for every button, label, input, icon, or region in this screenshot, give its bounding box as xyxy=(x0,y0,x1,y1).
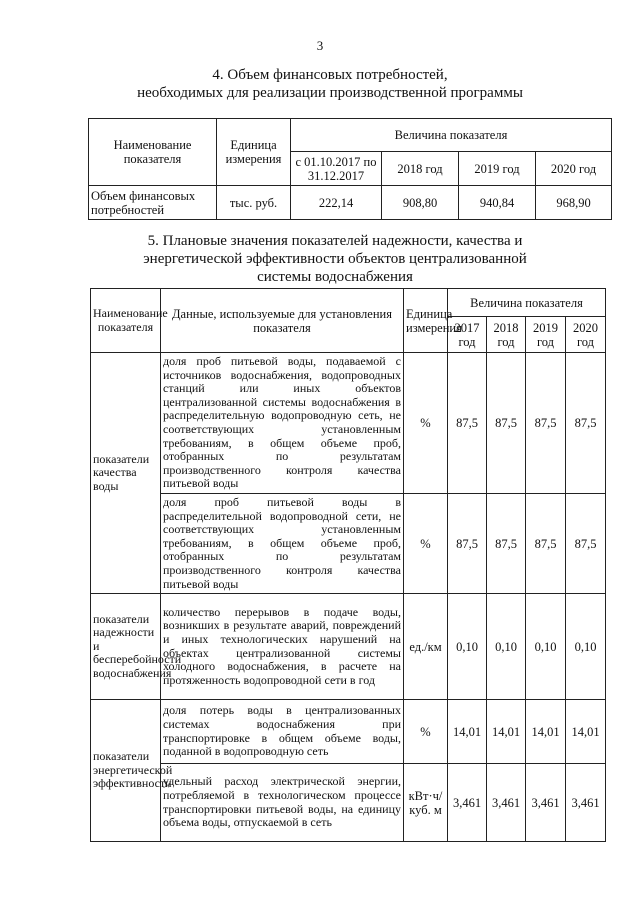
row-value-2018: 908,80 xyxy=(382,186,459,220)
header-2019: 2019 год xyxy=(459,152,536,186)
financial-needs-table xyxy=(88,118,612,220)
row-unit: % xyxy=(404,700,448,764)
indicators-table xyxy=(90,288,606,842)
row-value-2017: 0,10 xyxy=(448,594,487,700)
header-2017: 2017 год xyxy=(448,317,487,353)
table-row xyxy=(91,764,606,842)
row-value-2017: 14,01 xyxy=(448,700,487,764)
row-unit: ед./км xyxy=(404,594,448,700)
header-2018: 2018 год xyxy=(487,317,526,353)
row-value-2017: 3,461 xyxy=(448,764,487,842)
row-value-2020: 87,5 xyxy=(566,493,606,593)
row-value-2018: 87,5 xyxy=(487,353,526,494)
header-2020: 2020 год xyxy=(566,317,606,353)
section-4-title-line2: необходимых для реализации производственной программы xyxy=(137,85,523,101)
row-value-2019: 14,01 xyxy=(526,700,566,764)
row-value-2020: 968,90 xyxy=(536,186,612,220)
table-row xyxy=(91,700,606,764)
row-unit: % xyxy=(404,353,448,494)
section-4-title-line1: 4. Объем финансовых потребностей, xyxy=(212,67,448,83)
table-row xyxy=(91,353,606,494)
row-description: доля проб питьевой воды, подаваемой с источников водоснабжения, водопроводных станций или иных объектов централизованной системы водоснабжения в распределительную водопроводную сеть, не соответствующих установленным требованиям, в общем объеме проб, отобранных по результатам производственного контроля качества питьевой воды xyxy=(161,353,404,494)
row-value-2018: 87,5 xyxy=(487,493,526,593)
header-unit: Единица измерения xyxy=(404,289,448,353)
row-value-2019: 0,10 xyxy=(526,594,566,700)
row-value-2019: 87,5 xyxy=(526,493,566,593)
row-value-2019: 87,5 xyxy=(526,353,566,494)
row-value-2017: 222,14 xyxy=(291,186,382,220)
row-value-2018: 3,461 xyxy=(487,764,526,842)
header-unit: Единица измерения xyxy=(217,119,291,186)
row-name: Объем финансовых потребностей xyxy=(89,186,217,220)
row-value-2017: 87,5 xyxy=(448,493,487,593)
row-value-2017: 87,5 xyxy=(448,353,487,494)
section-5-title-line1: 5. Плановые значения показателей надежности, качества и xyxy=(147,233,523,249)
row-unit: % xyxy=(404,493,448,593)
row-description: количество перерывов в подаче воды, возникших в результате аварий, повреждений и иных технологических нарушений на объектах централизованной системы холодного водоснабжения, в расчете на протяженность водопроводной сети в год xyxy=(161,594,404,700)
section-5-title-line3: системы водоснабжения xyxy=(257,269,413,285)
section-5-title xyxy=(110,232,560,286)
category-quality: показатели качества воды xyxy=(91,353,161,594)
row-value-2019: 940,84 xyxy=(459,186,536,220)
header-value-group: Величина показателя xyxy=(448,289,606,317)
row-value-2020: 87,5 xyxy=(566,353,606,494)
row-description: доля потерь воды в централизованных системах водоснабжения при транспортировке в общем объеме воды, поданной в водопроводную сеть xyxy=(161,700,404,764)
page-number: 3 xyxy=(316,38,324,53)
row-description: доля проб питьевой воды в распределительной водопроводной сети, не соответствующих установленным требованиям, в общем объеме проб, отобранных по результатам производственного контроля качества питьевой воды xyxy=(161,493,404,593)
row-unit: тыс. руб. xyxy=(217,186,291,220)
table-row xyxy=(89,186,612,220)
row-value-2018: 14,01 xyxy=(487,700,526,764)
category-energy: показатели энергетической эффективности xyxy=(91,700,161,842)
section-5-title-line2: энергетической эффективности объектов централизованной xyxy=(143,251,527,267)
header-name: Наименование показателя xyxy=(89,119,217,186)
row-description: удельный расход электрической энергии, потребляемой в технологическом процессе транспортировки питьевой воды, на единицу объема воды, отпускаемой в сеть xyxy=(161,764,404,842)
header-2019: 2019 год xyxy=(526,317,566,353)
header-period-2017: с 01.10.2017 по 31.12.2017 xyxy=(291,152,382,186)
category-reliability: показатели надежности и бесперебойности водоснабжения xyxy=(91,594,161,700)
row-value-2019: 3,461 xyxy=(526,764,566,842)
row-value-2020: 3,461 xyxy=(566,764,606,842)
row-value-2018: 0,10 xyxy=(487,594,526,700)
row-value-2020: 14,01 xyxy=(566,700,606,764)
table-row xyxy=(91,493,606,593)
header-value-group: Величина показателя xyxy=(291,119,612,152)
row-unit: кВт·ч/ куб. м xyxy=(404,764,448,842)
table-row xyxy=(91,594,606,700)
header-2018: 2018 год xyxy=(382,152,459,186)
header-2020: 2020 год xyxy=(536,152,612,186)
section-4-title xyxy=(100,66,560,102)
row-value-2020: 0,10 xyxy=(566,594,606,700)
header-data: Данные, используемые для установления показателя xyxy=(161,289,404,353)
header-name: Наименование показателя xyxy=(91,289,161,353)
